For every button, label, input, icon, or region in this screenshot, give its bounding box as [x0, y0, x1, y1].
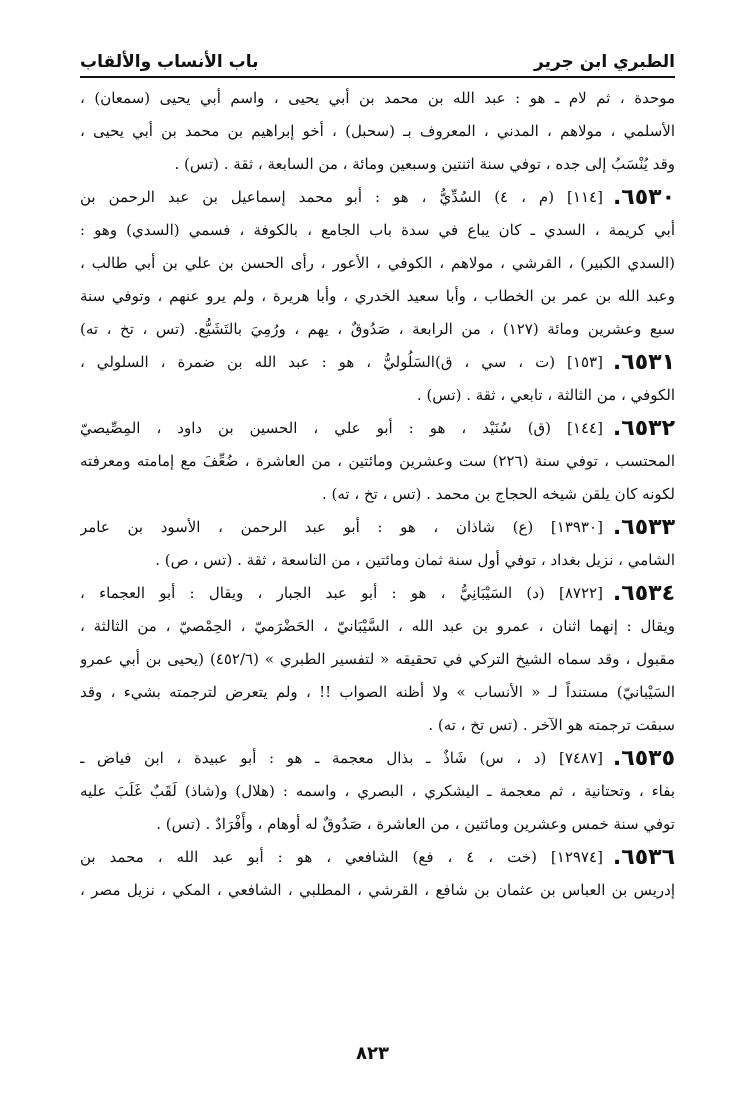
header-title-left: باب الأنساب والألقاب — [80, 52, 259, 72]
entry-first-line — [80, 841, 675, 874]
text-line — [80, 709, 675, 742]
text-line — [80, 115, 675, 148]
line-text: موحدة ، ثم لام ـ هو : عبد الله بن محمد بن أبي يحيى ، واسم أبي يحيى (سمعان) ، — [80, 89, 675, 107]
entry-first-line — [80, 742, 675, 775]
entry-number: ٦٥٣٦. — [612, 845, 675, 870]
line-text: لكونه كان يلقن شيخه الحجاج بن محمد . (تس ، تخ ، ته) . — [321, 485, 675, 503]
entry-first-line — [80, 412, 675, 445]
entry-first-line — [80, 577, 675, 610]
text-line — [80, 808, 675, 841]
line-text: وعبد الله بن عمر بن الخطاب ، وأبا سعيد الخدري ، وأبا هريرة ، ولم يرو عنهم ، وتوفي سنة — [80, 287, 675, 305]
line-text: الشامي ، نزيل بغداد ، توفي أول سنة ثمان ومائتين ، من التاسعة ، ثقة . (تس ، ص) . — [155, 551, 675, 569]
line-text: أبي كريمة ، السدي ـ كان يباع في سدة باب الجامع ، بالكوفة ، فسمي (السدي) وهو : — [80, 221, 675, 239]
entry-number: ٦٥٣٠. — [612, 185, 675, 210]
text-line — [80, 82, 675, 115]
text-line — [80, 643, 675, 676]
entry-first-line — [80, 346, 675, 379]
text-line — [80, 544, 675, 577]
line-text: سبقت ترجمته هو الآخر . (تس تخ ، ته) . — [428, 716, 675, 734]
entry-number: ٦٥٣٣. — [612, 515, 675, 540]
text-line — [80, 445, 675, 478]
text-line — [80, 676, 675, 709]
line-text: مقبول ، وقد سماه الشيخ التركي في تحقيقه « لتفسير الطبري » (٤٥٢/٦) (يحيى بن أبي عمرو — [80, 650, 675, 668]
text-line — [80, 148, 675, 181]
line-text: الأسلمي ، مولاهم ، المدني ، المعروف بـ (سحبل) ، أخو إبراهيم بن محمد بن أبي يحيى ، — [80, 122, 675, 140]
text-line — [80, 313, 675, 346]
header-rule — [80, 76, 675, 78]
line-text: (السدي الكبير) ، القرشي ، مولاهم ، الكوفي ، الأعور ، رأى الحسن بن علي بن أبي طالب ، — [80, 254, 675, 272]
line-text: سبع وعشرين ومائة (١٢٧) ، من الرابعة ، صَدُوقٌ ، يهم ، ورُمِيَ بالتَشَيُّع. (تس ، تخ ، ته) — [80, 320, 675, 338]
running-header — [80, 40, 675, 72]
line-text: [١٢٩٧٤] (خت ، ٤ ، فع) الشافعي ، هو : أبو عبد الله ، محمد بن — [80, 848, 603, 866]
line-text: [١٥٣] (ت ، سي ، ق)السَلُوليُّ ، هو : عبد الله بن ضمرة ، السلولي ، — [80, 353, 603, 371]
entry-number: ٦٥٣١. — [612, 350, 675, 375]
line-text: وقد يُنْسَبُ إلى جده ، توفي سنة اثنتين وسبعين ومائة ، من السابعة ، ثقة . (تس) . — [174, 155, 675, 173]
line-text: [١٣٩٣٠] (ع) شاذان ، هو : أبو عبد الرحمن ، الأسود بن عامر — [80, 518, 603, 536]
text-line — [80, 247, 675, 280]
line-text: [٧٤٨٧] (د ، س) شَاذٌ ـ بذال معجمة ـ هو : أبو عبيدة ، ابن فياض ـ — [80, 749, 603, 767]
text-line — [80, 280, 675, 313]
line-text: إدريس بن العباس بن عثمان بن شافع ، القرشي ، المطلبي ، الشافعي ، المكي ، نزيل مصر ، — [80, 881, 675, 899]
line-text: ويقال : إنهما اثنان ، عمرو بن عبد الله ، السَّيْبَانيّ ، الحَضْرَميّ ، الحِمْصيّ ، من الثالثة ، — [80, 617, 675, 635]
page-body — [80, 82, 675, 907]
entry-number: ٦٥٣٥. — [612, 746, 675, 771]
entry-first-line — [80, 511, 675, 544]
text-line — [80, 874, 675, 907]
line-text: المحتسب ، توفي سنة (٢٢٦) ست وعشرين ومائتين ، من العاشرة ، ضُعِّفَ مع إمامته ومعرفته — [80, 452, 675, 470]
line-text: الكوفي ، من الثالثة ، تابعي ، ثقة . (تس) . — [416, 386, 675, 404]
line-text: بفاء ، وتحتانية ، ثم معجمة ـ اليشكري ، البصري ، واسمه : (هلال) و(شاذ) لَقَبٌ غَلَبَ عليه — [80, 782, 675, 800]
entry-number: ٦٥٣٢. — [612, 416, 675, 441]
text-line — [80, 214, 675, 247]
text-line — [80, 610, 675, 643]
entry-number: ٦٥٣٤. — [612, 581, 675, 606]
line-text: [٨٧٢٢] (د) السَيْبَانِيُّ ، هو : أبو عبد الجبار ، ويقال : أبو العجماء ، — [80, 584, 603, 602]
text-line — [80, 379, 675, 412]
line-text: توفي سنة خمس وعشرين ومائتين ، من العاشرة ، صَدُوقٌ له أوهام ، وأَفْرَادٌ . (تس) . — [156, 815, 675, 833]
header-title-right: الطبري ابن جرير — [534, 52, 675, 72]
text-line — [80, 775, 675, 808]
line-text: [١٤٤] (ق) سُنَيْد ، هو : أبو علي ، الحسين بن داود ، المِصِّيصيّ — [80, 419, 603, 437]
entry-first-line — [80, 181, 675, 214]
line-text: [١١٤] (م ، ٤) السُدِّيُّ ، هو : أبو محمد إسماعيل بن عبد الرحمن بن — [80, 188, 603, 206]
page-number: ٨٢٣ — [356, 1043, 389, 1064]
text-line — [80, 478, 675, 511]
line-text: السَيْبانيّ) مستنداً لـ « الأنساب » ولا أظنه الصواب !! ، ولم يتعرض لترجمته بشيء ، وقد — [80, 683, 675, 701]
